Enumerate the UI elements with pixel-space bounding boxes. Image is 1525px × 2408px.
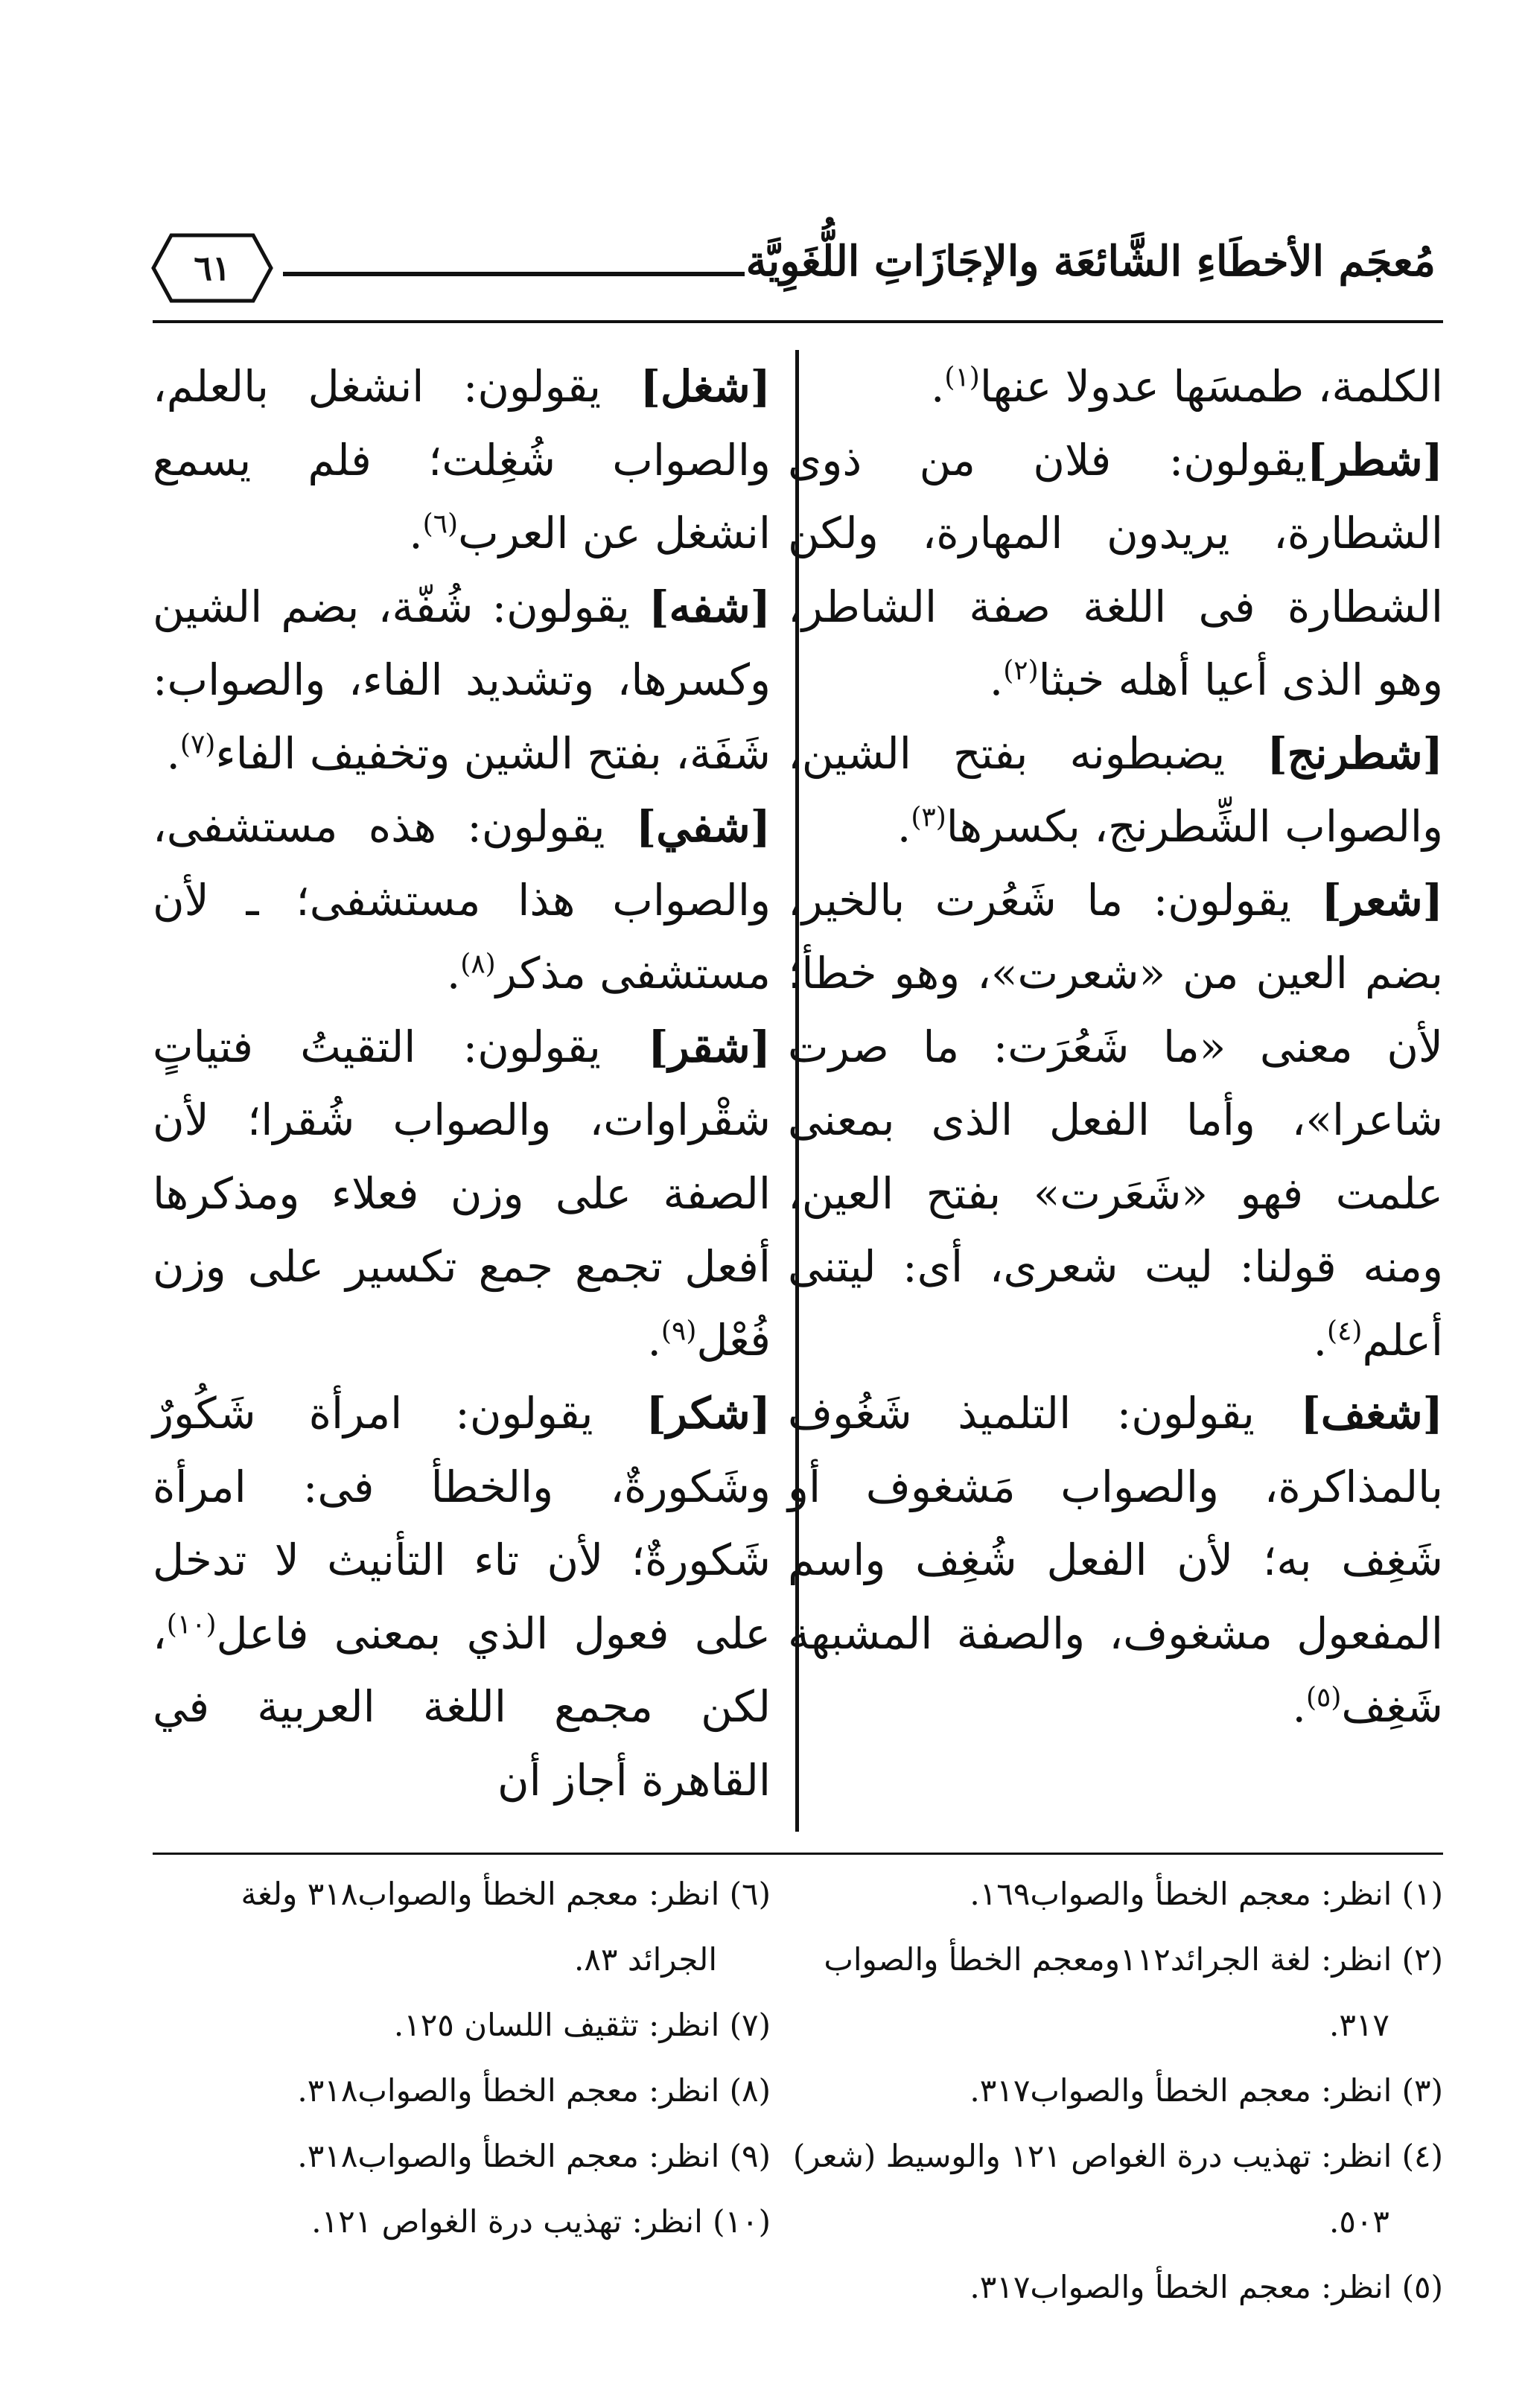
footnote: (٦) انظر: معجم الخطأ والصواب٣١٨ ولغة الجرائد ٨٣. [241,1876,771,1978]
footnote: (١) انظر: معجم الخطأ والصواب١٦٩. [970,1876,1443,1912]
entry-term: [شفي] [635,801,771,852]
running-header-title: مُعجَم الأخطَاءِ الشَّائعَة والإجَازَاتِ اللُّغَوِيَّة [745,237,1436,286]
footnote: (٨) انظر: معجم الخطأ والصواب٣١٨. [297,2072,771,2109]
footnote: (٤) انظر: تهذيب درة الغواص ١٢١ والوسيط (شعر) ٥٠٣. [792,2138,1443,2240]
page-number-badge [149,231,276,305]
header-rule [283,272,745,276]
right-column [788,350,1443,1839]
footnote: (٥) انظر: معجم الخطأ والصواب٣١٧. [970,2269,1443,2305]
footnote-rule [153,1853,1443,1855]
entry-shar: [شعر] يقولون: ما شَعُرت بالخير، بضم العين من «شعرت»، وهو خطأ؛ لأن معنى «ما شَعُرَت: ما صرت شاعرا»، وأما الفعل الذى بمعنى علمت فهو «شَعَرت» بفتح العين، ومنه قولنا: ليت شعرى، أى: ليتنى أعلم$^{(٤)}$. [788,874,1443,1366]
footnote: (٩) انظر: معجم الخطأ والصواب٣١٨. [297,2138,771,2174]
footnotes-left [153,1861,771,2255]
footnote: (٧) انظر: تثقيف اللسان ١٢٥. [393,2007,771,2043]
footnote: (٢) انظر: لغة الجرائد١١٢ومعجم الخطأ والصواب ٣١٧. [824,1941,1443,2043]
entry-shafa: [شفي] يقولون: هذه مستشفى، والصواب هذا مستشفى؛ ـ لأن مستشفى مذكر$^{(٨)}$. [153,801,771,998]
entry-shaqar: [شقر] يقولون: التقيتُ فتياتٍ شقْراوات، والصواب شُقرا؛ لأن الصفة على وزن فعلاء ومذكرها أفعل تجمع جمع تكسير على وزن فُعْل$^{(٩)}$. [153,1021,771,1366]
entry-term: [شطرنج] [1267,727,1443,779]
entry-term: [شكر] [646,1388,771,1439]
entry-shaghal: [شغل] يقولون: انشغل بالعلم، والصواب شُغِلت؛ فلم يسمع انشغل عن العرب$^{(٦)}$. [153,361,771,558]
entry-term: [شطر] [1306,434,1443,485]
left-column [153,350,771,1839]
entry-shakar: [شكر] يقولون: امرأة شَكُورٌ وشَكورةٌ، والخطأ فى: امرأة شَكورةٌ؛ لأن تاء التأنيث لا تدخل على فعول الذي بمعنى فاعل$^{(١٠)}$، لكن مجمع اللغة العربية في القاهرة أجاز أن [153,1388,771,1806]
entry: الكلمة، طمسَها عدولا عنها$^{(١)}$. [930,361,1443,412]
entry-term: [شفه] [649,581,771,632]
entry-term: [شعر] [1321,874,1443,926]
entry-shatr: [شطر]يقولون: فلان من ذوى الشطارة، يريدون المهارة، ولكن الشطارة فى اللغة صفة الشاطر، وهو الذى أعيا أهله خبثا$^{(٢)}$. [788,434,1443,705]
entry-shaghaf: [شغف] يقولون: التلميذ شَغُوف بالمذاكرة، والصواب مَشغوف أو شَغِف به؛ لأن الفعل شُغِف واسم المفعول مشغوف، والصفة المشبهة شَغِف$^{(٥)}$. [788,1388,1443,1732]
entry-shafah: [شفه] يقولون: شُفّة، بضم الشين وكسرها، وتشديد الفاء، والصواب: شَفَة، بفتح الشين وتخفيف الفاء$^{(٧)}$. [153,581,771,779]
entry-term: [شغل] [640,361,771,412]
footnote: (١٠) انظر: تهذيب درة الغواص ١٢١. [311,2203,771,2240]
top-rule [153,320,1443,323]
entry-shatranj: [شطرنج] يضبطونه بفتح الشين، والصواب الشِّطرنج، بكسرها$^{(٣)}$. [788,727,1443,852]
page-number: ٦١ [194,248,231,288]
entry-term: [شغف] [1300,1388,1443,1439]
footnote: (٣) انظر: معجم الخطأ والصواب٣١٧. [970,2072,1443,2109]
entry-term: [شقر] [648,1021,771,1072]
footnotes-right [788,1861,1443,2320]
